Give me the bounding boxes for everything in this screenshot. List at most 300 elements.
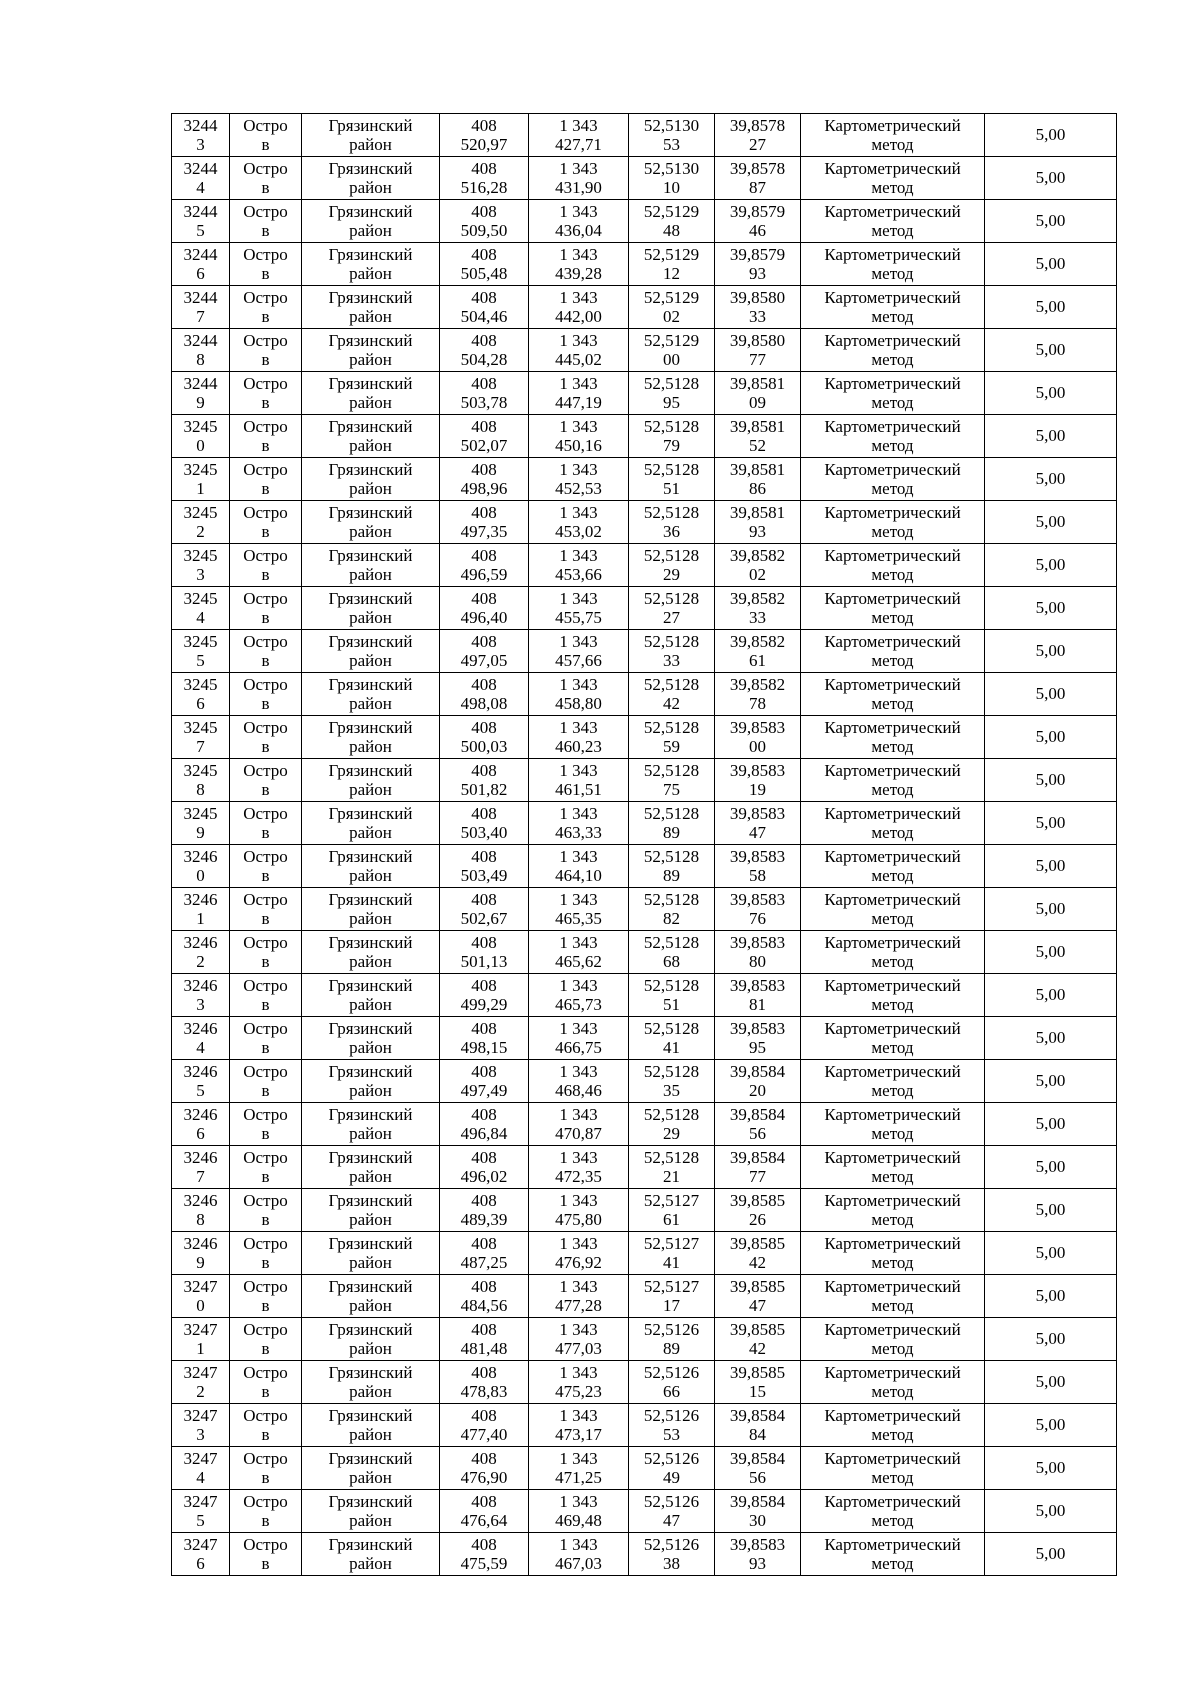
x-coordinate-line: 498,08	[460, 694, 508, 713]
district-line: район	[349, 1382, 392, 1401]
point-number-line: 0	[196, 866, 205, 885]
object-name-line: Остро	[243, 1448, 288, 1468]
point-number-line: 5	[196, 1081, 205, 1100]
longitude-cell	[715, 501, 801, 544]
method-line: Картометрический	[824, 846, 961, 866]
district-line: район	[349, 823, 392, 842]
object-name-line: Остро	[243, 760, 288, 780]
table-row	[172, 716, 1117, 759]
x-coordinate-line: 408	[471, 975, 497, 995]
y-coordinate-line: 470,87	[555, 1124, 602, 1143]
y-coordinate-line: 1 343	[559, 330, 598, 350]
method-line: Картометрический	[824, 1448, 961, 1468]
object-name-line: в	[261, 780, 270, 799]
method-cell	[801, 587, 985, 630]
object-name-cell	[230, 415, 302, 458]
point-number-line: 8	[196, 1210, 205, 1229]
accuracy-cell: 5,00	[985, 1017, 1117, 1060]
district-line: Грязинский	[328, 545, 413, 565]
latitude-line: 52,5126	[643, 1534, 700, 1554]
latitude-cell	[629, 630, 715, 673]
y-coordinate-line: 431,90	[555, 178, 602, 197]
object-name-cell	[230, 1533, 302, 1576]
x-coordinate-cell	[440, 1533, 529, 1576]
y-coordinate-line: 457,66	[555, 651, 602, 670]
point-number-cell	[172, 157, 230, 200]
accuracy-cell: 5,00	[985, 1533, 1117, 1576]
point-number-line: 9	[196, 823, 205, 842]
district-line: район	[349, 350, 392, 369]
y-coordinate-line: 1 343	[559, 1233, 598, 1253]
point-number-cell	[172, 974, 230, 1017]
method-line: метод	[871, 135, 914, 154]
y-coordinate-cell	[529, 1533, 629, 1576]
district-line: Грязинский	[328, 760, 413, 780]
method-cell	[801, 114, 985, 157]
method-line: метод	[871, 1081, 914, 1100]
latitude-line: 52,5126	[643, 1491, 700, 1511]
object-name-cell	[230, 372, 302, 415]
point-number-line: 3245	[183, 717, 218, 737]
x-coordinate-line: 408	[471, 244, 497, 264]
y-coordinate-cell	[529, 458, 629, 501]
x-coordinate-line: 476,90	[460, 1468, 508, 1487]
object-name-line: Остро	[243, 889, 288, 909]
x-coordinate-line: 408	[471, 1233, 497, 1253]
point-number-line: 3245	[183, 674, 218, 694]
x-coordinate-line: 408	[471, 803, 497, 823]
district-line: Грязинский	[328, 846, 413, 866]
table-row	[172, 845, 1117, 888]
point-number-cell	[172, 372, 230, 415]
method-line: метод	[871, 1468, 914, 1487]
district-line: Грязинский	[328, 1534, 413, 1554]
x-coordinate-line: 504,46	[460, 307, 508, 326]
longitude-cell	[715, 243, 801, 286]
accuracy-cell: 5,00	[985, 931, 1117, 974]
accuracy-cell: 5,00	[985, 1404, 1117, 1447]
longitude-line: 39,8581	[729, 502, 786, 522]
x-coordinate-line: 509,50	[460, 221, 508, 240]
object-name-line: Остро	[243, 1190, 288, 1210]
latitude-line: 52,5129	[643, 201, 700, 221]
longitude-line: 77	[749, 1167, 766, 1186]
point-number-line: 4	[196, 608, 205, 627]
district-cell	[302, 544, 440, 587]
y-coordinate-line: 1 343	[559, 1534, 598, 1554]
accuracy-cell: 5,00	[985, 501, 1117, 544]
object-name-line: Остро	[243, 717, 288, 737]
longitude-line: 39,8580	[729, 287, 786, 307]
y-coordinate-line: 475,80	[555, 1210, 602, 1229]
x-coordinate-cell	[440, 845, 529, 888]
district-line: Грязинский	[328, 674, 413, 694]
x-coordinate-line: 408	[471, 459, 497, 479]
y-coordinate-line: 1 343	[559, 760, 598, 780]
point-number-line: 3247	[183, 1362, 218, 1382]
method-cell	[801, 1017, 985, 1060]
point-number-cell	[172, 501, 230, 544]
method-line: метод	[871, 565, 914, 584]
longitude-line: 02	[749, 565, 766, 584]
district-cell	[302, 1318, 440, 1361]
x-coordinate-line: 496,59	[460, 565, 508, 584]
longitude-cell	[715, 1318, 801, 1361]
point-number-line: 3246	[183, 889, 218, 909]
y-coordinate-line: 1 343	[559, 588, 598, 608]
latitude-line: 89	[663, 823, 680, 842]
object-name-cell	[230, 544, 302, 587]
y-coordinate-cell	[529, 673, 629, 716]
method-line: Картометрический	[824, 588, 961, 608]
latitude-cell	[629, 1189, 715, 1232]
longitude-line: 39,8581	[729, 373, 786, 393]
method-cell	[801, 673, 985, 716]
longitude-line: 39,8578	[729, 115, 786, 135]
district-line: район	[349, 307, 392, 326]
y-coordinate-line: 463,33	[555, 823, 602, 842]
latitude-line: 52,5128	[643, 760, 700, 780]
x-coordinate-line: 408	[471, 1362, 497, 1382]
x-coordinate-line: 408	[471, 1190, 497, 1210]
table-row	[172, 1318, 1117, 1361]
longitude-line: 47	[749, 823, 766, 842]
latitude-cell	[629, 114, 715, 157]
latitude-line: 52,5126	[643, 1448, 700, 1468]
table-row	[172, 1146, 1117, 1189]
x-coordinate-cell	[440, 630, 529, 673]
object-name-line: Остро	[243, 846, 288, 866]
latitude-line: 75	[663, 780, 680, 799]
object-name-line: в	[261, 952, 270, 971]
y-coordinate-line: 1 343	[559, 975, 598, 995]
method-line: Картометрический	[824, 1104, 961, 1124]
y-coordinate-cell	[529, 1275, 629, 1318]
district-line: район	[349, 1038, 392, 1057]
method-cell	[801, 802, 985, 845]
table-row	[172, 243, 1117, 286]
point-number-line: 8	[196, 350, 205, 369]
x-coordinate-cell	[440, 1017, 529, 1060]
latitude-cell	[629, 286, 715, 329]
table-row	[172, 1189, 1117, 1232]
longitude-line: 95	[749, 1038, 766, 1057]
latitude-cell	[629, 1404, 715, 1447]
object-name-line: Остро	[243, 502, 288, 522]
point-number-line: 3	[196, 995, 205, 1014]
point-number-cell	[172, 1275, 230, 1318]
y-coordinate-line: 1 343	[559, 158, 598, 178]
object-name-line: в	[261, 651, 270, 670]
y-coordinate-line: 1 343	[559, 631, 598, 651]
x-coordinate-cell	[440, 501, 529, 544]
x-coordinate-cell	[440, 200, 529, 243]
object-name-line: в	[261, 737, 270, 756]
longitude-cell	[715, 630, 801, 673]
longitude-line: 56	[749, 1468, 766, 1487]
accuracy-cell: 5,00	[985, 1060, 1117, 1103]
district-line: район	[349, 264, 392, 283]
latitude-line: 17	[663, 1296, 680, 1315]
point-number-cell	[172, 458, 230, 501]
district-cell	[302, 888, 440, 931]
table-row	[172, 1490, 1117, 1533]
object-name-line: Остро	[243, 373, 288, 393]
x-coordinate-line: 503,49	[460, 866, 508, 885]
y-coordinate-line: 1 343	[559, 1405, 598, 1425]
longitude-line: 93	[749, 1554, 766, 1573]
longitude-line: 47	[749, 1296, 766, 1315]
x-coordinate-line: 408	[471, 373, 497, 393]
y-coordinate-cell	[529, 1361, 629, 1404]
table-row	[172, 372, 1117, 415]
y-coordinate-line: 436,04	[555, 221, 602, 240]
point-number-cell	[172, 673, 230, 716]
point-number-line: 3247	[183, 1491, 218, 1511]
object-name-line: в	[261, 1339, 270, 1358]
object-name-cell	[230, 1275, 302, 1318]
latitude-line: 52,5128	[643, 588, 700, 608]
longitude-cell	[715, 544, 801, 587]
district-cell	[302, 157, 440, 200]
object-name-line: в	[261, 866, 270, 885]
y-coordinate-line: 1 343	[559, 1448, 598, 1468]
table-row	[172, 888, 1117, 931]
table-row	[172, 157, 1117, 200]
longitude-line: 39,8583	[729, 932, 786, 952]
district-line: район	[349, 866, 392, 885]
table-row	[172, 931, 1117, 974]
table-row	[172, 286, 1117, 329]
longitude-line: 80	[749, 952, 766, 971]
x-coordinate-line: 408	[471, 846, 497, 866]
object-name-cell	[230, 1404, 302, 1447]
y-coordinate-cell	[529, 1404, 629, 1447]
y-coordinate-line: 1 343	[559, 717, 598, 737]
method-cell	[801, 329, 985, 372]
table-row	[172, 630, 1117, 673]
longitude-line: 39,8585	[729, 1362, 786, 1382]
object-name-line: в	[261, 823, 270, 842]
x-coordinate-line: 481,48	[460, 1339, 508, 1358]
point-number-line: 7	[196, 737, 205, 756]
object-name-cell	[230, 1447, 302, 1490]
point-number-line: 4	[196, 1038, 205, 1057]
point-number-line: 3244	[183, 330, 218, 350]
longitude-cell	[715, 329, 801, 372]
method-line: метод	[871, 1339, 914, 1358]
y-coordinate-cell	[529, 888, 629, 931]
point-number-line: 0	[196, 436, 205, 455]
y-coordinate-line: 1 343	[559, 459, 598, 479]
point-number-cell	[172, 1060, 230, 1103]
point-number-cell	[172, 587, 230, 630]
longitude-line: 58	[749, 866, 766, 885]
latitude-line: 52,5127	[643, 1276, 700, 1296]
point-number-cell	[172, 716, 230, 759]
method-cell	[801, 974, 985, 1017]
x-coordinate-line: 496,02	[460, 1167, 508, 1186]
object-name-cell	[230, 1060, 302, 1103]
y-coordinate-cell	[529, 200, 629, 243]
latitude-cell	[629, 200, 715, 243]
latitude-line: 52,5128	[643, 1104, 700, 1124]
latitude-line: 38	[663, 1554, 680, 1573]
table-row	[172, 974, 1117, 1017]
accuracy-cell: 5,00	[985, 1146, 1117, 1189]
method-line: метод	[871, 1253, 914, 1272]
x-coordinate-cell	[440, 1189, 529, 1232]
longitude-line: 39,8583	[729, 1018, 786, 1038]
latitude-line: 51	[663, 995, 680, 1014]
x-coordinate-line: 408	[471, 588, 497, 608]
table-row	[172, 415, 1117, 458]
x-coordinate-line: 477,40	[460, 1425, 508, 1444]
y-coordinate-cell	[529, 372, 629, 415]
object-name-line: Остро	[243, 674, 288, 694]
district-line: Грязинский	[328, 158, 413, 178]
district-line: Грязинский	[328, 373, 413, 393]
latitude-line: 27	[663, 608, 680, 627]
point-number-line: 3246	[183, 1190, 218, 1210]
method-line: Картометрический	[824, 1319, 961, 1339]
method-line: метод	[871, 178, 914, 197]
point-number-line: 3247	[183, 1448, 218, 1468]
district-cell	[302, 716, 440, 759]
accuracy-cell: 5,00	[985, 802, 1117, 845]
latitude-line: 41	[663, 1253, 680, 1272]
y-coordinate-line: 1 343	[559, 201, 598, 221]
latitude-cell	[629, 329, 715, 372]
y-coordinate-line: 475,23	[555, 1382, 602, 1401]
point-number-line: 2	[196, 952, 205, 971]
method-line: Картометрический	[824, 287, 961, 307]
y-coordinate-cell	[529, 286, 629, 329]
latitude-line: 52,5128	[643, 373, 700, 393]
accuracy-cell: 5,00	[985, 759, 1117, 802]
y-coordinate-cell	[529, 1103, 629, 1146]
y-coordinate-cell	[529, 716, 629, 759]
x-coordinate-cell	[440, 372, 529, 415]
latitude-cell	[629, 974, 715, 1017]
x-coordinate-cell	[440, 1060, 529, 1103]
district-line: Грязинский	[328, 502, 413, 522]
district-cell	[302, 974, 440, 1017]
method-cell	[801, 1189, 985, 1232]
object-name-line: Остро	[243, 588, 288, 608]
longitude-line: 19	[749, 780, 766, 799]
latitude-line: 49	[663, 1468, 680, 1487]
table-row	[172, 1232, 1117, 1275]
point-number-line: 3246	[183, 1147, 218, 1167]
district-line: район	[349, 522, 392, 541]
method-line: Картометрический	[824, 158, 961, 178]
longitude-line: 39,8583	[729, 803, 786, 823]
latitude-line: 29	[663, 565, 680, 584]
district-line: Грязинский	[328, 1276, 413, 1296]
y-coordinate-cell	[529, 587, 629, 630]
table-body	[172, 114, 1117, 1576]
object-name-line: Остро	[243, 459, 288, 479]
object-name-line: Остро	[243, 1233, 288, 1253]
point-number-line: 1	[196, 479, 205, 498]
object-name-line: Остро	[243, 1491, 288, 1511]
latitude-line: 53	[663, 1425, 680, 1444]
latitude-cell	[629, 1275, 715, 1318]
latitude-line: 89	[663, 866, 680, 885]
object-name-cell	[230, 716, 302, 759]
latitude-line: 12	[663, 264, 680, 283]
point-number-cell	[172, 200, 230, 243]
point-number-cell	[172, 329, 230, 372]
object-name-line: в	[261, 565, 270, 584]
point-number-cell	[172, 114, 230, 157]
district-line: Грязинский	[328, 1190, 413, 1210]
method-cell	[801, 544, 985, 587]
point-number-line: 3244	[183, 287, 218, 307]
accuracy-cell: 5,00	[985, 286, 1117, 329]
method-cell	[801, 716, 985, 759]
method-cell	[801, 1404, 985, 1447]
method-line: метод	[871, 995, 914, 1014]
x-coordinate-cell	[440, 243, 529, 286]
x-coordinate-line: 487,25	[460, 1253, 508, 1272]
district-line: Грязинский	[328, 1147, 413, 1167]
object-name-line: в	[261, 1038, 270, 1057]
district-cell	[302, 673, 440, 716]
accuracy-cell: 5,00	[985, 1490, 1117, 1533]
longitude-line: 39,8584	[729, 1448, 786, 1468]
latitude-line: 52,5128	[643, 717, 700, 737]
method-cell	[801, 1275, 985, 1318]
object-name-line: в	[261, 350, 270, 369]
object-name-line: Остро	[243, 330, 288, 350]
object-name-line: Остро	[243, 932, 288, 952]
x-coordinate-line: 408	[471, 330, 497, 350]
district-cell	[302, 1447, 440, 1490]
accuracy-cell: 5,00	[985, 1275, 1117, 1318]
point-number-line: 3245	[183, 803, 218, 823]
accuracy-cell: 5,00	[985, 673, 1117, 716]
accuracy-cell: 5,00	[985, 974, 1117, 1017]
point-number-line: 3247	[183, 1276, 218, 1296]
latitude-cell	[629, 1447, 715, 1490]
x-coordinate-cell	[440, 286, 529, 329]
table-row	[172, 1447, 1117, 1490]
method-cell	[801, 759, 985, 802]
method-line: Картометрический	[824, 1018, 961, 1038]
accuracy-cell: 5,00	[985, 1447, 1117, 1490]
y-coordinate-line: 1 343	[559, 416, 598, 436]
longitude-line: 39,8582	[729, 631, 786, 651]
longitude-line: 39,8578	[729, 158, 786, 178]
y-coordinate-line: 1 343	[559, 1491, 598, 1511]
district-cell	[302, 372, 440, 415]
method-cell	[801, 1361, 985, 1404]
x-coordinate-line: 408	[471, 1104, 497, 1124]
y-coordinate-cell	[529, 243, 629, 286]
object-name-line: в	[261, 264, 270, 283]
latitude-line: 41	[663, 1038, 680, 1057]
x-coordinate-line: 408	[471, 201, 497, 221]
latitude-line: 52,5130	[643, 115, 700, 135]
district-line: Грязинский	[328, 1405, 413, 1425]
method-line: метод	[871, 737, 914, 756]
longitude-line: 39,8584	[729, 1491, 786, 1511]
district-cell	[302, 630, 440, 673]
y-coordinate-cell	[529, 114, 629, 157]
point-number-cell	[172, 1490, 230, 1533]
